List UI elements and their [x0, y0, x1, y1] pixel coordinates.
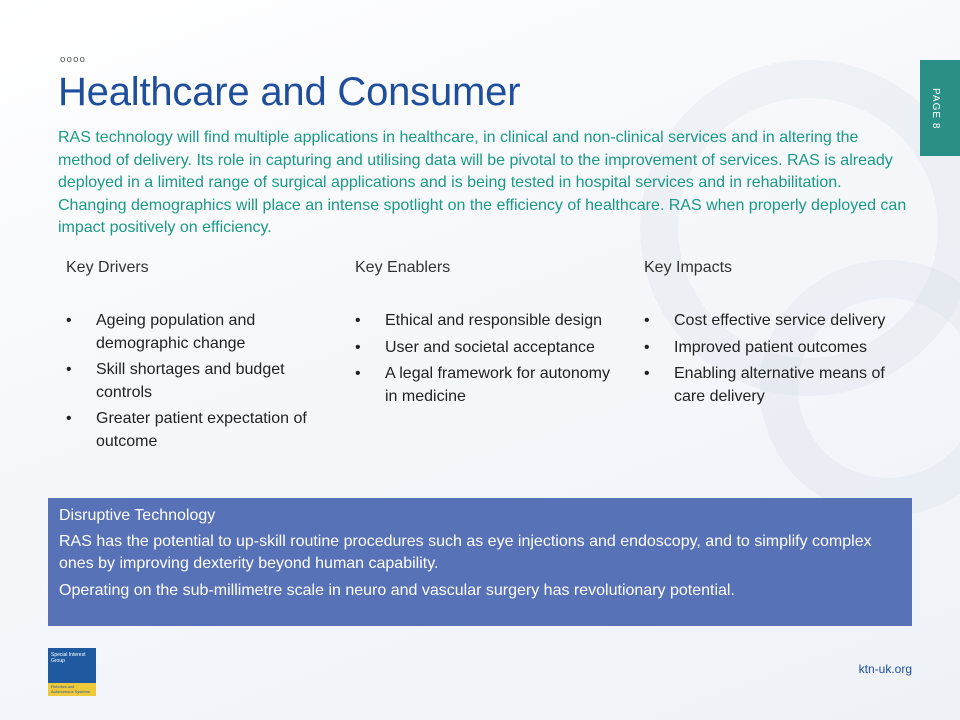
page-number-tab: [920, 60, 960, 156]
logo-sub-text: Robotics and Autonomous Systems: [48, 683, 96, 696]
disruptive-heading: Disruptive Technology: [59, 507, 216, 524]
column-heading: Key Enablers: [355, 259, 451, 276]
sig-logo: [48, 648, 96, 696]
disruptive-paragraph: RAS has the potential to up-skill routine procedures such as eye injections and endoscopy, and to simplify complex ones by improving dexterity beyond human capability.: [59, 533, 872, 572]
disruptive-paragraph: Operating on the sub-millimetre scale in neuro and vascular surgery has revolutionary potential.: [59, 582, 735, 599]
list-item: • Cost effective service delivery: [644, 310, 904, 333]
key-enablers-column: [355, 259, 615, 412]
intro-paragraph: RAS technology will find multiple applications in healthcare, in clinical and non-clinical services and in altering the method of delivery. Its role in capturing and utilising data will be pivotal to the improvement of services. RAS is already deployed in a limited range of surgical applications and is being tested in hospital services and in rehabilitation. Changing demographics will place an intense spotlight on the efficiency of healthcare. RAS when properly deployed can impact positively on efficiency.: [58, 129, 907, 236]
column-heading: Key Drivers: [66, 259, 149, 276]
list-item: • Skill shortages and budget controls: [66, 359, 326, 404]
list-item: • User and societal acceptance: [355, 337, 615, 360]
website-link[interactable]: ktn-uk.org: [858, 662, 912, 676]
bullet-list: [355, 310, 615, 408]
bullet-list: [644, 310, 904, 408]
page-title: Healthcare and Consumer: [58, 70, 521, 114]
logo-main-text: Special Interest Group: [51, 652, 86, 664]
decorative-dots: oooo: [60, 55, 87, 65]
disruptive-technology-box: [48, 498, 912, 626]
list-item: • Ethical and responsible design: [355, 310, 615, 333]
list-item: • Improved patient outcomes: [644, 337, 904, 360]
page-number-label: PAGE 8: [930, 88, 941, 130]
list-item: • A legal framework for autonomy in medicine: [355, 363, 615, 408]
bullet-list: [66, 310, 326, 453]
key-drivers-column: [66, 259, 326, 457]
list-item: • Enabling alternative means of care delivery: [644, 363, 904, 408]
list-item: • Greater patient expectation of outcome: [66, 408, 326, 453]
list-item: • Ageing population and demographic change: [66, 310, 326, 355]
key-impacts-column: [644, 259, 904, 412]
column-heading: Key Impacts: [644, 259, 733, 276]
